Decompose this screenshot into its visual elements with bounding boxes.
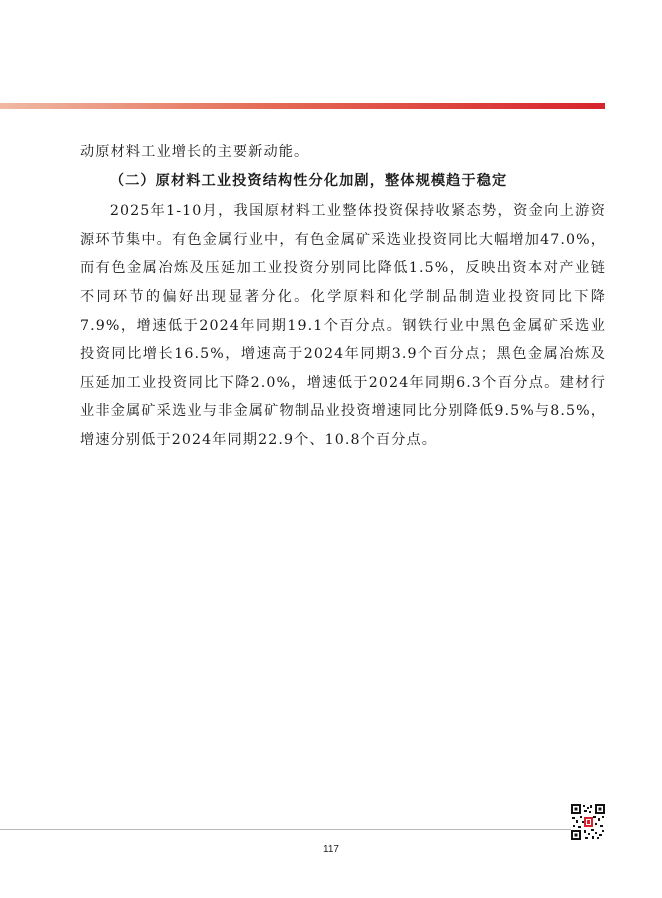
- section-heading: （二）原材料工业投资结构性分化加剧，整体规模趋于稳定: [109, 172, 508, 189]
- page-number: 117: [323, 844, 339, 855]
- document-body: [80, 138, 606, 455]
- footer-divider: [0, 829, 572, 830]
- header-accent-bar: [0, 103, 605, 109]
- body-paragraph: 2025年1-10月，我国原材料工业整体投资保持收紧态势，资金向上游资源环节集中。有色金属行业中，有色金属矿采选业投资同比大幅增加47.0%，而有色金属冶炼及压延加工业投资分别同比降低1.5%，反映出资本对产业链不同环节的偏好出现显著分化。化学原料和化学制品制造业投资同比下降7.9%，增速低于2024年同期19.1个百分点。钢铁行业中黑色金属矿采选业投资同比增长16.5%，增速高于2024年同期3.9个百分点；黑色金属冶炼及压延加工业投资同比下降2.0%，增速低于2024年同期6.3个百分点。建材行业非金属矿采选业与非金属矿物制品业投资增速同比分别降低9.5%与8.5%，增速分别低于2024年同期22.9个、10.8个百分点。: [80, 203, 606, 448]
- continuation-text: 动原材料工业增长的主要新动能。: [80, 144, 310, 160]
- qr-code-icon: [571, 804, 605, 840]
